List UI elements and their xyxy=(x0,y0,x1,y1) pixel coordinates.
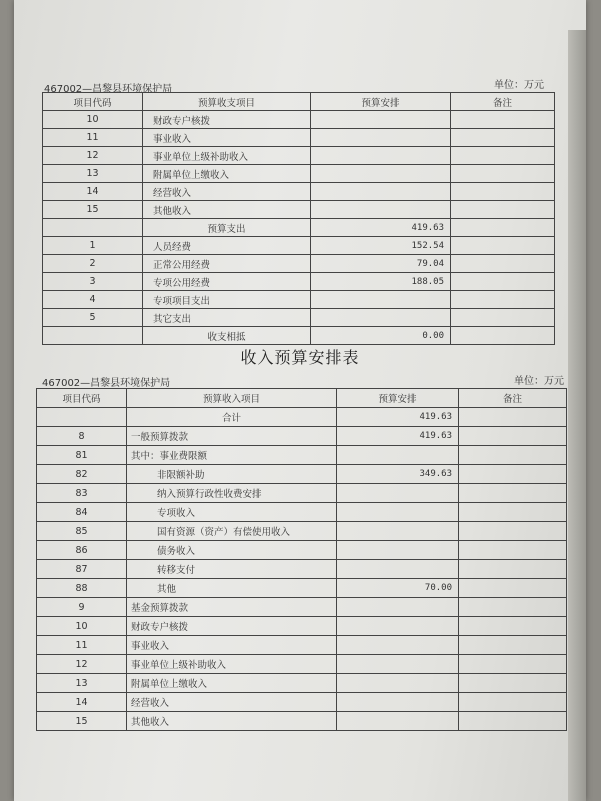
table-row xyxy=(43,129,555,147)
table-row xyxy=(43,183,555,201)
row-note xyxy=(459,484,567,503)
table-row xyxy=(37,712,567,731)
row-code: 13 xyxy=(43,165,143,183)
row-note xyxy=(451,201,555,219)
row-budget xyxy=(311,309,451,327)
row-item: 合计 xyxy=(127,408,337,427)
row-item: 附属单位上缴收入 xyxy=(127,674,337,693)
row-budget xyxy=(337,693,459,712)
table-row xyxy=(43,201,555,219)
row-budget xyxy=(337,617,459,636)
table-row xyxy=(37,598,567,617)
table2-header-row xyxy=(37,389,567,408)
row-budget: 70.00 xyxy=(337,579,459,598)
table-row xyxy=(37,427,567,446)
row-code: 86 xyxy=(37,541,127,560)
table-row xyxy=(37,446,567,465)
row-code: 2 xyxy=(43,255,143,273)
row-item: 事业收入 xyxy=(127,636,337,655)
row-code: 9 xyxy=(37,598,127,617)
row-code: 81 xyxy=(37,446,127,465)
row-code xyxy=(43,327,143,345)
row-note xyxy=(459,541,567,560)
row-code: 84 xyxy=(37,503,127,522)
row-note xyxy=(459,655,567,674)
table2-header-code: 项目代码 xyxy=(37,389,127,408)
table-row xyxy=(37,465,567,484)
row-item: 基金预算拨款 xyxy=(127,598,337,617)
row-item: 专项收入 xyxy=(127,503,337,522)
row-note xyxy=(451,183,555,201)
row-item: 人员经费 xyxy=(143,237,311,255)
table1-header-code: 项目代码 xyxy=(43,93,143,111)
row-note xyxy=(459,408,567,427)
row-note xyxy=(451,309,555,327)
table1-header-row xyxy=(43,93,555,111)
row-code: 15 xyxy=(37,712,127,731)
table-row xyxy=(37,560,567,579)
row-budget xyxy=(311,201,451,219)
row-code: 12 xyxy=(37,655,127,674)
table1-header-note: 备注 xyxy=(451,93,555,111)
row-budget xyxy=(337,674,459,693)
row-budget xyxy=(337,484,459,503)
row-item: 经营收入 xyxy=(127,693,337,712)
row-budget xyxy=(337,655,459,674)
row-budget: 0.00 xyxy=(311,327,451,345)
row-note xyxy=(459,503,567,522)
row-code xyxy=(37,408,127,427)
row-note xyxy=(451,111,555,129)
row-note xyxy=(451,147,555,165)
table1-unit-code: 467002—昌黎县环境保护局 xyxy=(44,84,173,95)
table1-header-item: 预算收支项目 xyxy=(143,93,311,111)
row-budget xyxy=(311,291,451,309)
row-code: 11 xyxy=(43,129,143,147)
row-item: 经营收入 xyxy=(143,183,311,201)
row-item: 一般预算拨款 xyxy=(127,427,337,446)
row-item: 专项公用经费 xyxy=(143,273,311,291)
table-row xyxy=(43,219,555,237)
table2-unit-label: 单位：万元 xyxy=(514,376,564,387)
row-note xyxy=(451,237,555,255)
table-row xyxy=(37,636,567,655)
row-item: 财政专户核拨 xyxy=(143,111,311,129)
row-note xyxy=(459,522,567,541)
income-table xyxy=(36,388,567,731)
table-row xyxy=(43,327,555,345)
expenditure-table xyxy=(42,92,555,345)
table-row xyxy=(37,674,567,693)
row-item: 债务收入 xyxy=(127,541,337,560)
row-code: 12 xyxy=(43,147,143,165)
row-note xyxy=(459,617,567,636)
row-item: 非限额补助 xyxy=(127,465,337,484)
row-item: 财政专户核拨 xyxy=(127,617,337,636)
row-code: 85 xyxy=(37,522,127,541)
table-row xyxy=(43,309,555,327)
row-budget xyxy=(311,147,451,165)
row-item: 附属单位上缴收入 xyxy=(143,165,311,183)
row-code: 5 xyxy=(43,309,143,327)
table-row xyxy=(37,522,567,541)
table-row xyxy=(37,541,567,560)
row-note xyxy=(451,255,555,273)
row-note xyxy=(459,712,567,731)
row-code: 8 xyxy=(37,427,127,446)
row-item: 其他收入 xyxy=(127,712,337,731)
row-budget xyxy=(337,636,459,655)
row-budget: 419.63 xyxy=(337,408,459,427)
table-row xyxy=(43,255,555,273)
row-budget: 349.63 xyxy=(337,465,459,484)
table-row xyxy=(37,503,567,522)
row-item: 专项项目支出 xyxy=(143,291,311,309)
row-budget: 79.04 xyxy=(311,255,451,273)
row-note xyxy=(451,327,555,345)
table-row xyxy=(43,291,555,309)
row-budget xyxy=(337,560,459,579)
page-edge xyxy=(568,30,586,801)
row-item: 事业收入 xyxy=(143,129,311,147)
row-item: 纳入预算行政性收费安排 xyxy=(127,484,337,503)
row-budget xyxy=(337,712,459,731)
row-item: 预算支出 xyxy=(143,219,311,237)
row-item: 收支相抵 xyxy=(143,327,311,345)
table-row xyxy=(37,617,567,636)
row-item: 转移支付 xyxy=(127,560,337,579)
row-code: 11 xyxy=(37,636,127,655)
row-code: 4 xyxy=(43,291,143,309)
table1-header-budget: 预算安排 xyxy=(311,93,451,111)
row-code: 1 xyxy=(43,237,143,255)
row-note xyxy=(451,165,555,183)
page-title: 收入预算安排表 xyxy=(240,348,360,367)
row-note xyxy=(451,291,555,309)
row-note xyxy=(459,579,567,598)
row-note xyxy=(459,636,567,655)
row-budget xyxy=(337,446,459,465)
table-row xyxy=(37,484,567,503)
table2-header-budget: 预算安排 xyxy=(337,389,459,408)
row-budget xyxy=(337,503,459,522)
row-item: 国有资源（资产）有偿使用收入 xyxy=(127,522,337,541)
row-budget xyxy=(337,598,459,617)
row-budget xyxy=(337,522,459,541)
row-code: 82 xyxy=(37,465,127,484)
table-row xyxy=(43,237,555,255)
table-row xyxy=(43,273,555,291)
table-row xyxy=(37,655,567,674)
row-code: 15 xyxy=(43,201,143,219)
row-note xyxy=(459,598,567,617)
row-note xyxy=(459,465,567,484)
table-row xyxy=(37,579,567,598)
table2-header-note: 备注 xyxy=(459,389,567,408)
table2-header-item: 预算收入项目 xyxy=(127,389,337,408)
row-item: 其中：事业费限额 xyxy=(127,446,337,465)
row-budget: 188.05 xyxy=(311,273,451,291)
row-code: 14 xyxy=(43,183,143,201)
row-budget: 152.54 xyxy=(311,237,451,255)
row-budget xyxy=(311,129,451,147)
row-item: 正常公用经费 xyxy=(143,255,311,273)
row-code: 88 xyxy=(37,579,127,598)
row-item: 事业单位上级补助收入 xyxy=(143,147,311,165)
table1-unit-label: 单位：万元 xyxy=(494,80,544,91)
row-note xyxy=(451,273,555,291)
row-note xyxy=(459,674,567,693)
row-code: 83 xyxy=(37,484,127,503)
table-row xyxy=(43,165,555,183)
row-item: 其它支出 xyxy=(143,309,311,327)
row-code: 10 xyxy=(43,111,143,129)
row-note xyxy=(459,560,567,579)
row-note xyxy=(451,129,555,147)
table-row xyxy=(43,111,555,129)
row-item: 其他 xyxy=(127,579,337,598)
table2-unit-code: 467002—昌黎县环境保护局 xyxy=(42,378,171,389)
table-row xyxy=(37,408,567,427)
row-budget: 419.63 xyxy=(337,427,459,446)
row-item: 其他收入 xyxy=(143,201,311,219)
row-code: 87 xyxy=(37,560,127,579)
row-budget xyxy=(311,111,451,129)
row-item: 事业单位上级补助收入 xyxy=(127,655,337,674)
row-budget xyxy=(311,183,451,201)
row-note xyxy=(451,219,555,237)
row-note xyxy=(459,446,567,465)
row-code: 13 xyxy=(37,674,127,693)
row-budget xyxy=(337,541,459,560)
row-budget xyxy=(311,165,451,183)
row-code: 10 xyxy=(37,617,127,636)
row-code xyxy=(43,219,143,237)
row-note xyxy=(459,693,567,712)
row-note xyxy=(459,427,567,446)
table-row xyxy=(37,693,567,712)
row-code: 3 xyxy=(43,273,143,291)
document-page xyxy=(14,0,586,801)
row-code: 14 xyxy=(37,693,127,712)
table-row xyxy=(43,147,555,165)
row-budget: 419.63 xyxy=(311,219,451,237)
